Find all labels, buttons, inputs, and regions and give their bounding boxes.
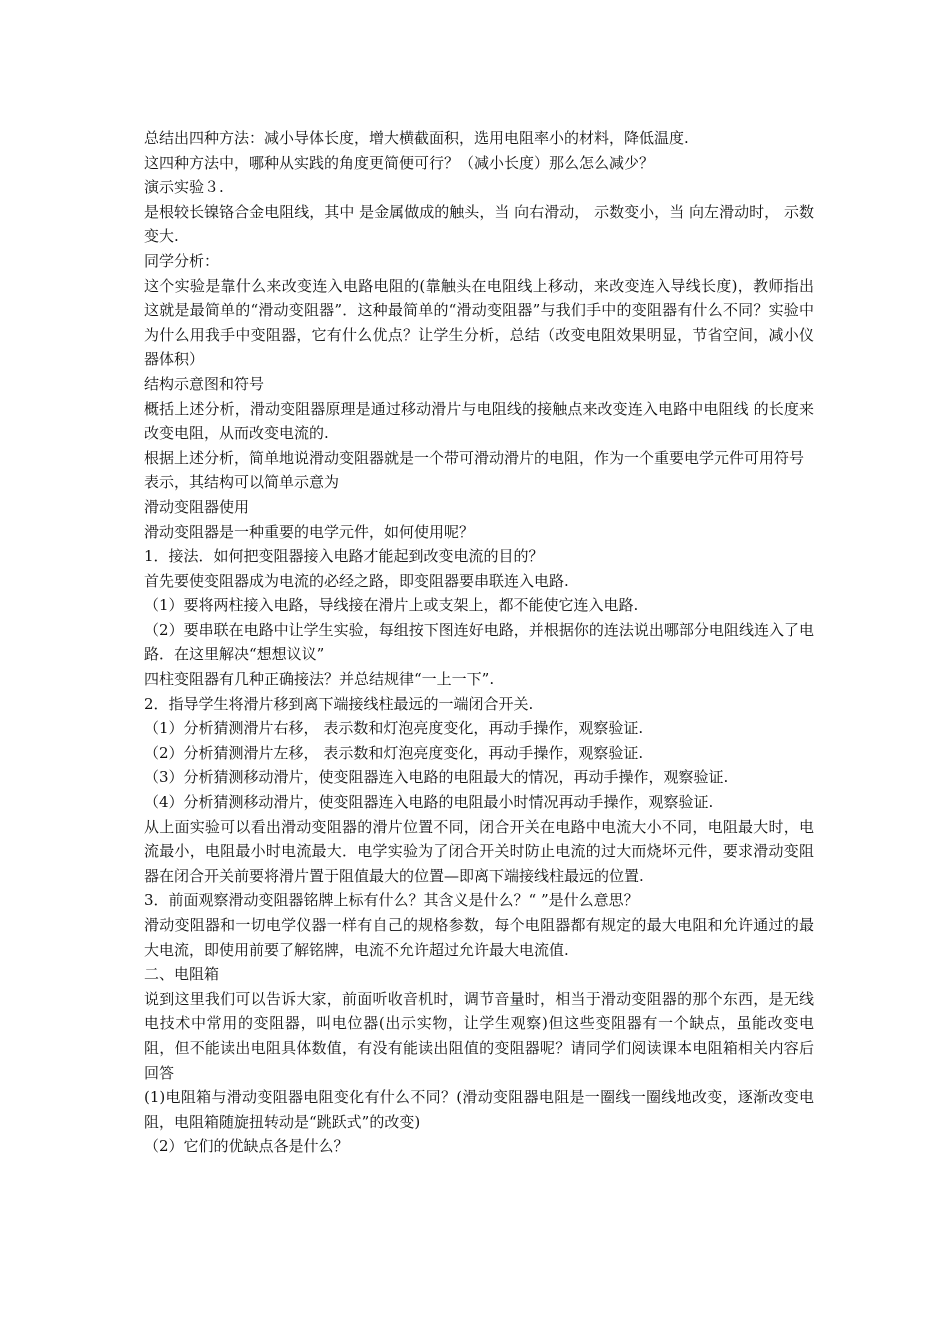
paragraph: 2．指导学生将滑片移到离下端接线柱最远的一端闭合开关. bbox=[144, 694, 534, 713]
paragraph: (1)电阻箱与滑动变阻器电阻变化有什么不同？(滑动变阻器电阻是一圈线一圈线地改变，逐渐改变电阻，电阻箱随旋扭转动是“跳跃式”的改变) bbox=[144, 1088, 814, 1131]
paragraph: （2）分析猜测滑片左移， 表示数和灯泡亮度变化，再动手操作，观察验证. bbox=[144, 743, 644, 762]
paragraph: 1．接法．如何把变阻器接入电路才能起到改变电流的目的？ bbox=[144, 547, 544, 566]
document-body bbox=[144, 126, 814, 1159]
paragraph: 概括上述分析，滑动变阻器原理是通过移动滑片与电阻线的接触点来改变连入电路中电阻线 的长度来改变电阻，从而改变电流的. bbox=[144, 399, 814, 443]
paragraph: 是根较长镍铬合金电阻线，其中 是金属做成的触头，当 向右滑动， 示数变小，当 向左滑动时， 示数变大. bbox=[144, 202, 814, 246]
paragraph: 说到这里我们可以告诉大家，前面听收音机时，调节音量时，相当于滑动变阻器的那个东西，是无线电技术中常用的变阻器，叫电位器(出示实物，让学生观察)但这些变阻器有一个缺点，虽能改变电阻，但不能读出电阻具体数值，有没有能读出阻值的变阻器呢？请同学们阅读课本电阻箱相关内容后回答 bbox=[144, 989, 814, 1082]
paragraph: 首先要使变阻器成为电流的必经之路，即变阻器要串联连入电路. bbox=[144, 571, 569, 590]
paragraph: 这个实验是靠什么来改变连入电路电阻的(靠触头在电阻线上移动，来改变连入导线长度)，教师指出这就是最简单的“滑动变阻器”．这种最简单的“滑动变阻器”与我们手中的变阻器有什么不同？实验中为什么用我手中变阻器，它有什么优点？让学生分析，总结（改变电阻效果明显，节省空间，减小仪器体积） bbox=[144, 276, 814, 369]
paragraph: 这四种方法中，哪种从实践的角度更简便可行？（减小长度）那么怎么减少？ bbox=[144, 153, 655, 172]
paragraph: （2）要串联在电路中让学生实验，每组按下图连好电路，并根据你的连法说出哪部分电阻线连入了电路．在这里解决“想想议议” bbox=[144, 620, 814, 664]
paragraph: 四柱变阻器有几种正确接法？并总结规律“一上一下”. bbox=[144, 670, 495, 689]
paragraph: （1）分析猜测滑片右移， 表示数和灯泡亮度变化，再动手操作，观察验证. bbox=[144, 719, 644, 738]
paragraph: 结构示意图和符号 bbox=[144, 374, 265, 393]
paragraph: （1）要将两柱接入电路，导线接在滑片上或支架上，都不能使它连入电路. bbox=[144, 596, 639, 615]
paragraph: （4）分析猜测移动滑片，使变阻器连入电路的电阻最小时情况再动手操作，观察验证. bbox=[144, 793, 714, 812]
paragraph: 从上面实验可以看出滑动变阻器的滑片位置不同，闭合开关在电路中电流大小不同，电阻最大时，电流最小，电阻最小时电流最大．电学实验为了闭合开关时防止电流的过大而烧坏元件，要求滑动变阻器在闭合开关前要将滑片置于阻值最大的位置—即离下端接线柱最远的位置. bbox=[144, 817, 814, 885]
paragraph: 根据上述分析，简单地说滑动变阻器就是一个带可滑动滑片的电阻，作为一个重要电学元件可用符号 bbox=[144, 448, 805, 467]
paragraph: 滑动变阻器是一种重要的电学元件，如何使用呢？ bbox=[144, 522, 475, 541]
paragraph: 表示，其结构可以简单示意为 bbox=[144, 473, 340, 492]
paragraph: 总结出四种方法：减小导体长度，增大横截面积，选用电阻率小的材料，降低温度. bbox=[144, 129, 689, 147]
paragraph: 滑动变阻器使用 bbox=[144, 497, 250, 516]
paragraph: （2）它们的优缺点各是什么？ bbox=[144, 1137, 349, 1156]
paragraph: 3．前面观察滑动变阻器铭牌上标有什么？其含义是什么？“ ”是什么意思？ bbox=[144, 891, 639, 910]
paragraph: 滑动变阻器和一切电学仪器一样有自己的规格参数，每个电阻器都有规定的最大电阻和允许通过的最大电流，即使用前要了解铭牌，电流不允许超过允许最大电流值. bbox=[144, 916, 814, 959]
paragraph: 同学分析： bbox=[144, 251, 220, 270]
paragraph: （3）分析猜测移动滑片，使变阻器连入电路的电阻最大的情况，再动手操作，观察验证. bbox=[144, 768, 729, 787]
paragraph: 演示实验３. bbox=[144, 178, 224, 197]
paragraph: 二、电阻箱 bbox=[144, 965, 220, 984]
